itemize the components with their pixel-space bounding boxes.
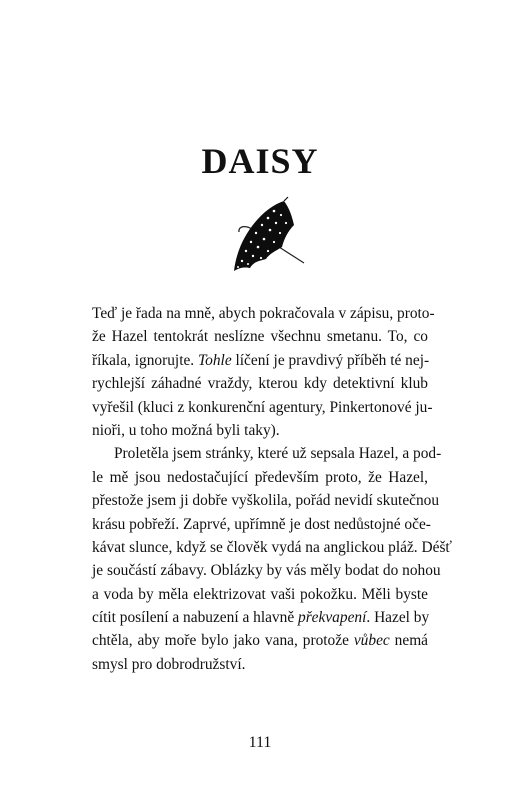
text-line [92,653,428,676]
text-line [92,583,428,606]
emphasis-text: překvapení [298,609,367,627]
text-segment: říkala, ignorujte. [92,351,198,369]
text-line [92,559,441,582]
polka-dot-umbrella-icon [224,195,308,287]
text-segment: le mě jsou nedostačující především proto, že Hazel, [92,468,428,486]
text-segment: vyřešil (kluci z konkurenční agentury, Pinkertonové ju- [92,398,433,416]
text-line [92,606,428,629]
text-segment: cítit posílení a nabuzení a hlavně [92,609,298,627]
text-segment: že Hazel tentokrát neslízne všechnu smetanu. To, co [92,328,428,346]
text-line [92,325,428,348]
text-line [92,629,428,652]
text-line [92,466,428,489]
emphasis-text: Tohle [198,351,232,369]
text-line [92,513,431,536]
text-line [92,302,435,325]
text-segment: nemá [389,632,428,650]
text-segment: líčení je pravdivý příběh té nej- [231,351,430,369]
text-segment: přestože jsem ji dobře vyškolila, pořád nevidí skutečnou [92,492,440,510]
text-segment: Teď je řada na mně, abych pokračovala v zápisu, proto- [92,305,435,322]
text-segment: a voda by měla elektrizovat vaši pokožku. Měli byste [92,585,428,603]
text-line [92,349,428,372]
body-text [92,302,453,676]
chapter-title: DAISY [201,141,319,181]
page-number: 111 [248,734,272,751]
text-segment: Proletěla jsem stránky, které už sepsala Hazel, a pod- [114,445,442,463]
text-segment: krásu pobřeží. Zaprvé, upřímně je dost nedůstojné oče- [92,515,431,533]
text-segment: kávat slunce, když se člověk vydá na anglickou pláž. Déšť [92,538,453,556]
text-segment: rychlejší záhadné vraždy, kterou kdy detektivní klub [92,375,428,393]
text-segment: . Hazel by [366,609,430,627]
emphasis-text: vůbec [353,632,390,650]
text-segment: smysl pro dobrodružství. [92,655,246,673]
text-segment: nioři, u toho možná byli taky). [92,421,280,439]
text-line [92,419,428,442]
text-line [92,372,428,395]
text-segment: je součástí zábavy. Oblázky by vás měly bodat do nohou [92,562,441,580]
text-segment: chtěla, aby moře bylo jako vana, protože [92,632,354,650]
text-line [92,536,453,559]
text-line [92,396,433,419]
text-line [92,489,440,512]
text-line [92,442,442,465]
